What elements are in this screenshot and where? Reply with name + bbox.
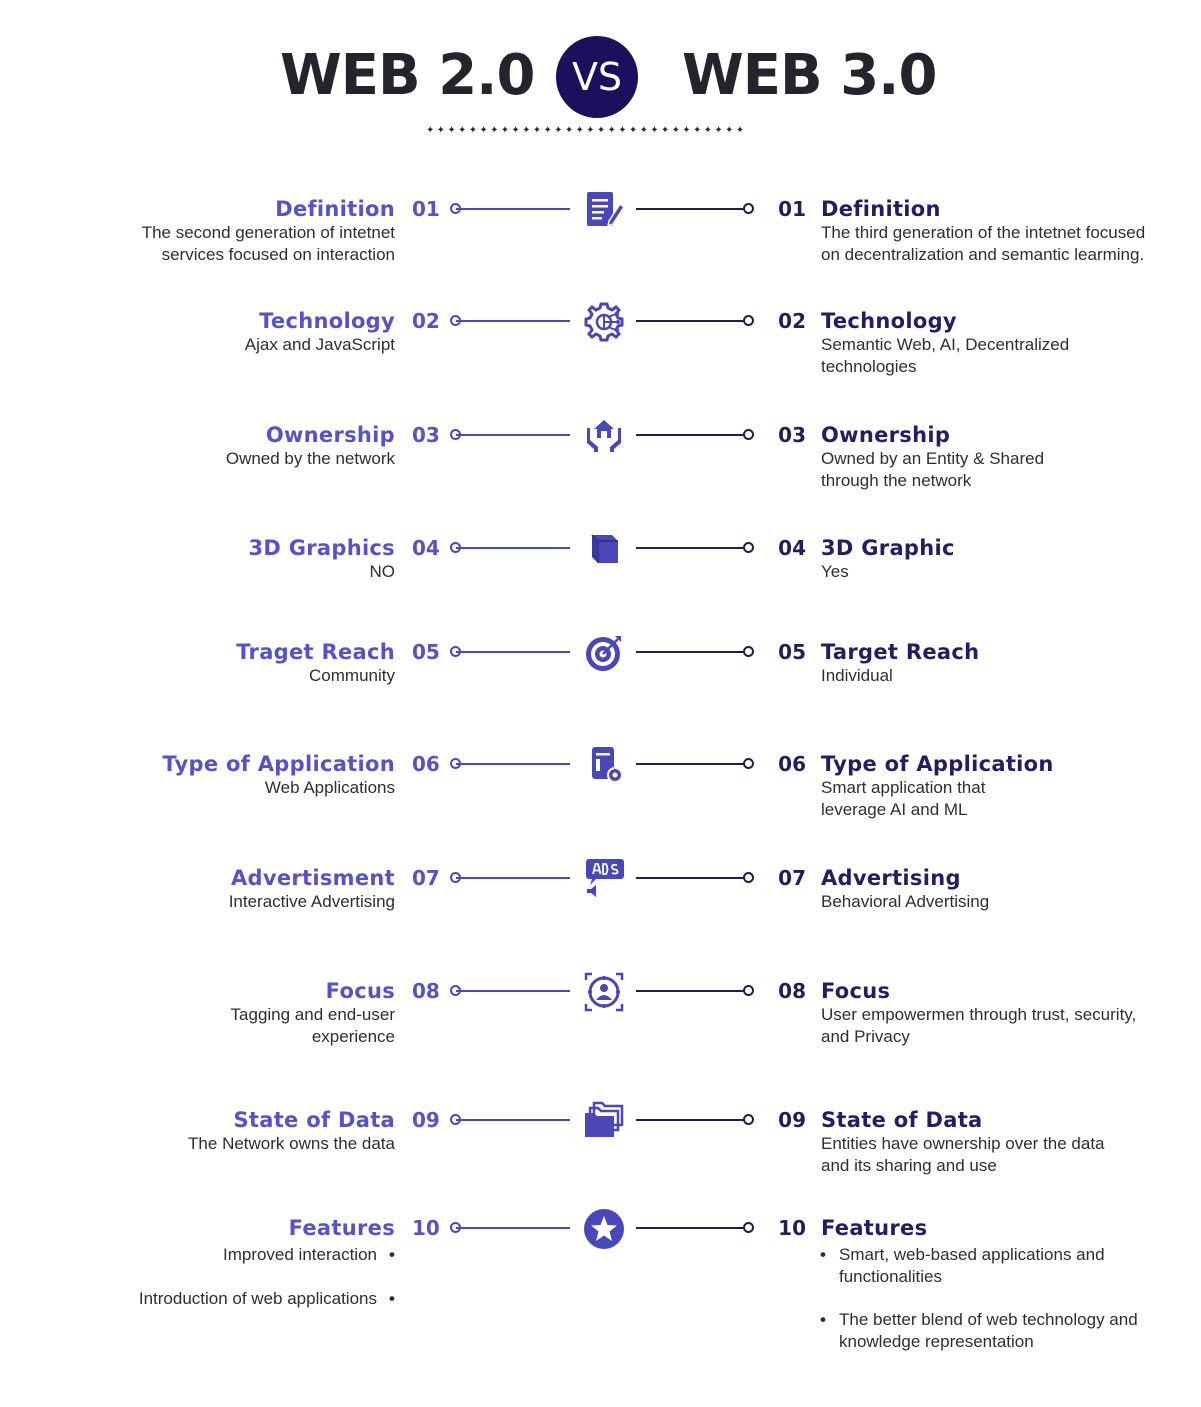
right-feature-item: • Smart, web-based applications and functionalities bbox=[820, 1245, 1105, 1286]
connector-dot bbox=[743, 1114, 754, 1125]
left-description: The Network owns the data bbox=[188, 1134, 395, 1153]
web2-title: WEB 2.0 bbox=[280, 43, 535, 108]
left-number: 05 bbox=[412, 640, 440, 664]
connector-line bbox=[636, 877, 748, 879]
left-description: NO bbox=[369, 562, 395, 581]
left-number: 01 bbox=[412, 197, 440, 221]
left-number: 09 bbox=[412, 1108, 440, 1132]
right-title: State of Data bbox=[821, 1108, 983, 1132]
left-number: 06 bbox=[412, 752, 440, 776]
left-title: Definition bbox=[275, 197, 395, 221]
right-title: Advertising bbox=[821, 866, 961, 890]
right-description: Smart application that leverage AI and ML bbox=[821, 778, 986, 819]
connector-line bbox=[636, 1227, 748, 1229]
comparison-row-type-of-application bbox=[0, 749, 1201, 849]
connector-dot bbox=[743, 203, 754, 214]
connector-line bbox=[456, 320, 570, 322]
app-settings-icon bbox=[582, 743, 626, 787]
connector-line bbox=[456, 434, 570, 436]
right-description: The third generation of the intetnet focused on decentralization and semantic learming. bbox=[821, 223, 1146, 264]
left-number: 04 bbox=[412, 536, 440, 560]
left-description: Owned by the network bbox=[225, 449, 395, 468]
right-number: 02 bbox=[778, 309, 806, 333]
left-description: Interactive Advertising bbox=[228, 892, 395, 911]
left-number: 07 bbox=[412, 866, 440, 890]
connector-dot bbox=[743, 1222, 754, 1233]
left-description: Web Applications bbox=[264, 778, 395, 797]
left-description: Tagging and end-user experience bbox=[230, 1005, 395, 1046]
connector-line bbox=[636, 547, 748, 549]
user-focus-icon bbox=[582, 970, 626, 1014]
right-description: Entities have ownership over the data and its sharing and use bbox=[821, 1134, 1105, 1175]
connector-dot bbox=[743, 646, 754, 657]
connector-line bbox=[456, 990, 570, 992]
connector-dot bbox=[743, 758, 754, 769]
left-number: 10 bbox=[412, 1216, 440, 1240]
right-title: Type of Application bbox=[821, 752, 1054, 776]
gear-circuit-icon bbox=[582, 300, 626, 344]
comparison-row-features bbox=[0, 1213, 1201, 1373]
left-description: Community bbox=[309, 666, 395, 685]
web3-title: WEB 3.0 bbox=[682, 43, 937, 108]
document-edit-icon bbox=[582, 188, 626, 232]
left-number: 02 bbox=[412, 309, 440, 333]
right-number: 01 bbox=[778, 197, 806, 221]
comparison-row-focus bbox=[0, 976, 1201, 1076]
left-number: 03 bbox=[412, 423, 440, 447]
connector-line bbox=[456, 208, 570, 210]
right-title: Focus bbox=[821, 979, 891, 1003]
comparison-row-ownership bbox=[0, 420, 1201, 520]
right-number: 07 bbox=[778, 866, 806, 890]
connector-line bbox=[456, 547, 570, 549]
right-description: Individual bbox=[821, 666, 893, 685]
cube-icon bbox=[582, 527, 626, 571]
connector-dot bbox=[743, 542, 754, 553]
connector-line bbox=[456, 763, 570, 765]
right-title: Target Reach bbox=[821, 640, 980, 664]
right-description: Owned by an Entity & Shared through the network bbox=[821, 449, 1045, 490]
left-feature-item: Introduction of web applications • bbox=[138, 1289, 395, 1308]
left-title: State of Data bbox=[233, 1108, 395, 1132]
right-number: 04 bbox=[778, 536, 806, 560]
right-number: 03 bbox=[778, 423, 806, 447]
left-title: Type of Application bbox=[162, 752, 395, 776]
connector-line bbox=[636, 763, 748, 765]
left-title: Traget Reach bbox=[236, 640, 395, 664]
right-feature-item: • The better blend of web technology and knowledge representation bbox=[820, 1310, 1138, 1351]
right-description: Semantic Web, AI, Decentralized technologies bbox=[821, 335, 1070, 376]
connector-dot bbox=[743, 315, 754, 326]
connector-line bbox=[636, 434, 748, 436]
connector-line bbox=[636, 320, 748, 322]
left-feature-item: Improved interaction • bbox=[222, 1245, 395, 1264]
connector-line bbox=[636, 208, 748, 210]
right-number: 05 bbox=[778, 640, 806, 664]
comparison-row-definition bbox=[0, 194, 1201, 294]
target-icon bbox=[582, 631, 626, 675]
comparison-row-state-of-data bbox=[0, 1105, 1201, 1205]
right-title: Technology bbox=[821, 309, 957, 333]
vs-badge: VS bbox=[556, 36, 638, 118]
comparison-row-target-reach bbox=[0, 637, 1201, 737]
right-description: Yes bbox=[821, 562, 849, 581]
connector-dot bbox=[743, 429, 754, 440]
right-title: Definition bbox=[821, 197, 941, 221]
right-number: 06 bbox=[778, 752, 806, 776]
left-description: The second generation of intetnet services focused on interaction bbox=[141, 223, 395, 264]
connector-line bbox=[456, 877, 570, 879]
left-number: 08 bbox=[412, 979, 440, 1003]
left-title: Focus bbox=[325, 979, 395, 1003]
connector-line bbox=[636, 1119, 748, 1121]
ads-megaphone-icon bbox=[582, 857, 626, 901]
right-title: 3D Graphic bbox=[821, 536, 955, 560]
connector-line bbox=[456, 1227, 570, 1229]
right-title: Features bbox=[821, 1216, 928, 1240]
left-title: Advertisment bbox=[230, 866, 395, 890]
connector-line bbox=[456, 1119, 570, 1121]
left-title: Features bbox=[288, 1216, 395, 1240]
left-title: Ownership bbox=[265, 423, 395, 447]
right-title: Ownership bbox=[821, 423, 951, 447]
right-number: 08 bbox=[778, 979, 806, 1003]
left-description: Ajax and JavaScript bbox=[244, 335, 395, 354]
right-description: User empowermen through trust, security, and Privacy bbox=[821, 1005, 1137, 1046]
connector-line bbox=[456, 651, 570, 653]
connector-line bbox=[636, 651, 748, 653]
connector-line bbox=[636, 990, 748, 992]
left-title: Technology bbox=[259, 309, 395, 333]
star-icon bbox=[582, 1207, 626, 1251]
connector-dot bbox=[743, 872, 754, 883]
right-description: Behavioral Advertising bbox=[821, 892, 990, 911]
decorative-separator: ✦✦✦✦✦✦✦✦✦✦✦✦✦✦✦✦✦✦✦✦✦✦✦✦✦✦✦✦✦✦ bbox=[426, 125, 747, 136]
right-number: 10 bbox=[778, 1216, 806, 1240]
hands-house-icon bbox=[582, 414, 626, 458]
right-number: 09 bbox=[778, 1108, 806, 1132]
comparison-row-advertising bbox=[0, 863, 1201, 963]
comparison-row-technology bbox=[0, 306, 1201, 406]
comparison-row-3d-graphics bbox=[0, 533, 1201, 633]
folders-icon bbox=[582, 1099, 626, 1143]
connector-dot bbox=[743, 985, 754, 996]
left-title: 3D Graphics bbox=[248, 536, 395, 560]
